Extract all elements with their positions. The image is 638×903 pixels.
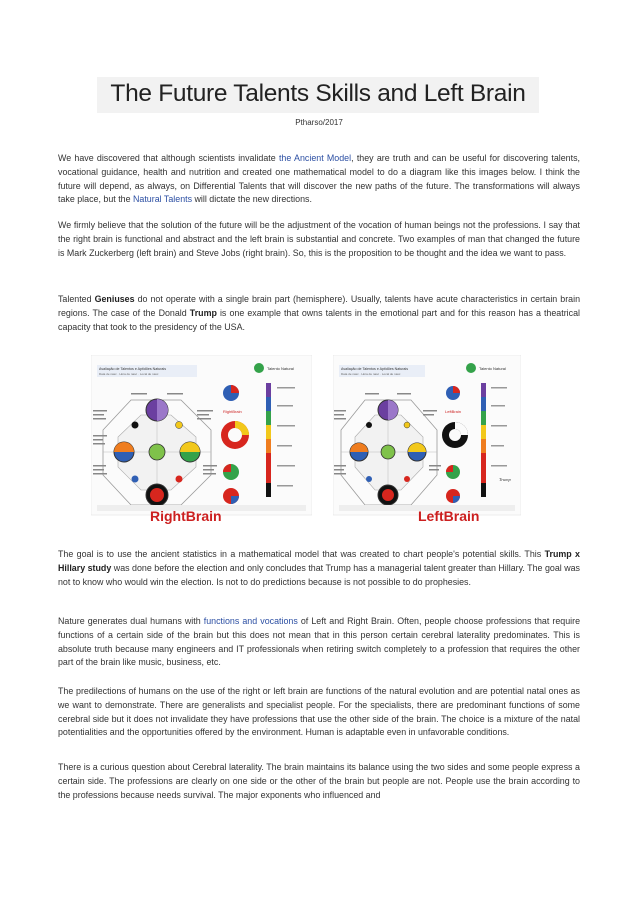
diag-dot-tr xyxy=(176,422,183,429)
author-line: Ptharso/2017 xyxy=(295,118,343,127)
link-functions-and-vocations[interactable]: functions and vocations xyxy=(203,616,298,626)
bold-geniuses: Geniuses xyxy=(94,294,135,304)
caption-right-brain: RightBrain xyxy=(150,508,222,524)
brand-logo-icon xyxy=(254,363,264,373)
chart-overlay-label: RightBrain xyxy=(223,409,242,414)
link-natural-talents[interactable]: Natural Talents xyxy=(133,194,193,205)
bottom-red-core xyxy=(150,488,164,502)
paragraph-2: We firmly believe that the solution of the future will be the adjustment of the vocation of human beings not the professions. I say that the right brain is functional and abstract and the left brain is substantial and concrete. Two examples of man that changed the future is Mark Zuckerberg (left brain) and Steve Jobs (right brain). So, this is the proposition to be thought and the idea we want to pass. xyxy=(58,220,580,258)
page-title: The Future Talents Skills and Left Brain xyxy=(110,80,526,107)
diag-dot-br xyxy=(176,476,183,483)
color-scale-bar xyxy=(266,383,271,497)
p3-text-c: is one example that owns talents in the emotional part and for this reason has a theatrical capacity that took to the presidency of the USA. xyxy=(58,307,580,332)
brand-name: Talento Natural xyxy=(267,366,294,371)
p5-text-a: Nature generates dual humans with xyxy=(58,616,204,626)
left-brain-chart-figure xyxy=(333,355,521,530)
handwritten-note: Trump xyxy=(499,477,511,482)
paragraph-4 xyxy=(58,548,580,589)
p1-text-a: We have discovered that although scientists invalidate xyxy=(58,153,279,163)
diag-dot-bl xyxy=(132,476,139,483)
p4-text-b: was done before the election and only concludes that Trump has a managerial talent greater than Hillary. The goal was not to know who would win the election. Is not to do predictions because is not possible to do prophesies. xyxy=(58,562,580,587)
chart-header: Avaliação de Talentos e Aptidões Naturais xyxy=(99,367,166,371)
bold-trump: Trump xyxy=(189,307,217,318)
diag-dot-tl xyxy=(132,422,139,429)
p3-text-a: Talented xyxy=(58,294,95,304)
bold-trump-hillary-study: Trump x Hillary study xyxy=(58,549,580,573)
donut-hole xyxy=(449,429,461,441)
color-scale-bar xyxy=(481,383,486,497)
paragraph-6: The predilections of humans on the use of the right or left brain are functions of the natural evolution and are potential natal ones as we want to demonstrate. There are generalists and specialist people. For the specialists, there are predominant functions of some cerebral side but it does not invalidate they have professions that use the other side of the brain. The choice is a mixture of the natal potentialities and the opportunities offered by the environment. Human is adaptable even in unfavorable conditions. xyxy=(58,686,580,738)
diag-dot-tl xyxy=(366,422,372,428)
p1-text-b: , they are truth and can be useful for discovering talents, vocational guidance, health and nutrition and created one mathematical model to do a diagram like this images below. I think the future will depend, as always, on Differential Talents that will discover the new paths of the future. The transformations will always take place, but the xyxy=(58,153,580,205)
caption-left-brain: LeftBrain xyxy=(418,508,480,524)
link-ancient-model[interactable]: the Ancient Model xyxy=(278,153,352,163)
chart-subheader: Data de nasc · Hora de nasc · Local de nasc xyxy=(341,372,401,376)
p3-text-b: do not operate with a single brain part (hemisphere). Usually, talents have acute characteristics in certain brain regions. The case of the Donald xyxy=(58,294,580,318)
p5-text-b: of Left and Right Brain. Often, people choose professions that require functions of a certain side of the brain but this does not mean that in this person certain cerebral laterality predominates. This is absolute truth because many engineers and IT professionals when retiring switch completely to a profession that requires the other part of the brain like music, business, etc. xyxy=(58,616,581,668)
right-brain-chart-figure xyxy=(91,355,312,530)
center-green-circle xyxy=(149,444,165,460)
paragraph-5 xyxy=(58,615,580,670)
center-green-circle xyxy=(381,445,395,459)
paragraph-1 xyxy=(58,152,580,207)
bottom-red-core xyxy=(382,489,394,501)
chart-overlay-label: LeftBrain xyxy=(445,409,462,414)
donut-hole xyxy=(228,428,242,442)
chart-header: Avaliação de Talentos e Aptidões Naturais xyxy=(341,367,408,371)
diag-dot-br xyxy=(404,476,410,482)
diag-dot-tr xyxy=(404,422,410,428)
brand-logo-icon xyxy=(466,363,476,373)
p1-text-c: will dictate the new directions. xyxy=(192,194,312,205)
brand-name: Talento Natural xyxy=(479,366,506,371)
p4-text-a: The goal is to use the ancient statistics in a mathematical model that was created to chart people's potential skills. This xyxy=(58,549,545,559)
paragraph-7: There is a curious question about Cerebral laterality. The brain maintains its balance using the two sides and some people express a certain side. The professions are clearly on one side or the other of the brain but people are not. People use the brain according to the professions because needs survival. The major exponents who influenced and xyxy=(58,762,580,800)
paragraph-3 xyxy=(58,293,580,334)
diag-dot-bl xyxy=(366,476,372,482)
chart-subheader: Data de nasc · Hora de nasc · Local de nasc xyxy=(99,372,159,376)
